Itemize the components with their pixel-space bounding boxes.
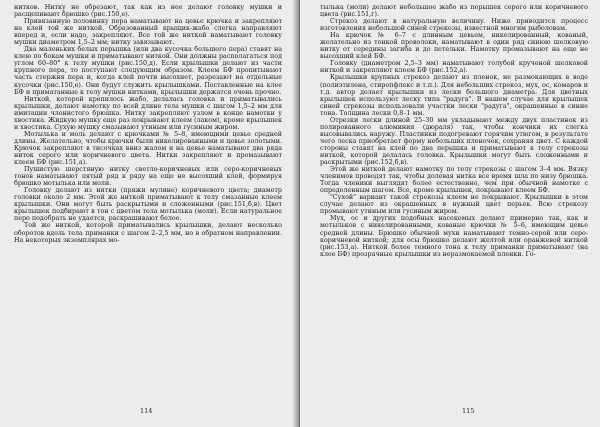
paragraph: тылька (моли) делают небольшое жабо из перышек серого или коричневого цвета (рис.151,г). — [320, 4, 588, 19]
paragraph: Два маленьких белых перышка (или два кусочка большого пера) ставят на клею по бокам мушки и приматывают ниткой. Они должны располагаться под углом 60–80° к телу мушки (рис.150,д). Если крылышки делают из части крупного пера, то поступают следующим образом. Клеем БФ пропитывают часть стержня пера и, когда клей почти высохнет, разрезают на отдельные кусочки (рис.150,е). Они будут служить крылышками. Поставленные на клее БФ и приматанные к телу мушки нитками, крылышки держатся очень прочно. — [14, 46, 282, 96]
right-page — [300, 0, 600, 427]
page-number-right: 115 — [462, 407, 475, 415]
paragraph: Той же ниткой, которой приматывались крылышки, делают несколько оборотов вдоль тела приманки с шагом 2–2,5 мм, но в обратном направлении. На некоторых экземплярах мо- — [14, 222, 282, 244]
paragraph: Ниткой, которой крепилось жабо, делалась головка и приматывались крылышки, делают намотку по всей длине тела мушки с шагом 1,5–2 мм для имитации членистого брюшка. Нитку закрепляют узлом в конце намотки у хвостика. Жидкую мушку еще раз покрывают клеем (лаком), кроме крылышек и хвостика. Сухую мушку смазывают утиным или гусиным жиром. — [14, 95, 282, 131]
paragraph: Стрекоз делают в натуральную величину. Ниже приводится процесс изготовления небольшой синей стрекозы, известной многим рыболовам. — [320, 18, 588, 33]
paragraph: Отрезки лески длиной 25–30 мм укладывают между двух пластинок из полированного алюминия (дюраля) так, чтобы кончики их слегка высовывались наружу. Пластинки подогревают горячим утюгом, в результате чего леска приобретает форму небольших пленочек, сохраняя цвет. С каждой стороны ставят на клей по два перышка и приматывают к телу стрекозы ниткой, которой делалась головка. Крылышки могут быть сложенными и раскрытыми (рис.152,б,в). — [320, 116, 588, 167]
paragraph: нитков. Нитку не обрезают, так как из нее делают головку мушки и расщепивают брюшко (рис.150,е). — [14, 4, 282, 19]
paragraph: На крючок № 6–7 с длинным цевьем, никелированный, кованый, желательно из тонкой проволоки, наматывают в один ряд синюю шелковую нитку от середины загиба и до петельки. Намотку промазывают на еще не высохший клей БФ. — [320, 32, 588, 61]
paragraph: Крылышки крупных стрекоз делают из пленок, не размокающих в воде (полиэтилена, стиропфлекс и т.п.). Для небольших стрекоз, мух, ос, комаров и т.д. автор делает крылышки из лески большого диаметра. Для цветных крылышек используют леску типа "радуга". В нашем случае для крылышек синей стрекозы использовали участки лески "радуга", окрашенные в синие тона. Толщина лески 0,8–1 мм. — [320, 74, 588, 117]
right-page-text — [320, 4, 588, 399]
left-page-text — [14, 4, 282, 399]
paragraph: Пушистую шерстяную нитку светло-коричневых или серо-коричневых тонов наматывают пятый ряд к ряду на еще не высохший клей, формируя брюшко мотылька или моли. — [14, 166, 282, 188]
paragraph: Головку делают из нитки (пряжи мулине) коричневого цвета; диаметр головки около 2 мм. Этой же ниткой приматывают к телу смазанные клеем крылышки. Они могут быть раскрытыми и сложенными (рис.151,б,в). Цвет крылышек подбирают в тон с цветом тела мотылька (моли). Если натуральное перо подобрать не удается, раскрашивают белое. — [14, 187, 282, 223]
paragraph: Головку (диаметром 2,5–3 мм) наматывают голубой крученой шелковой ниткой и закрепляют клеем БФ (рис.152,а). — [320, 60, 588, 75]
left-page — [0, 0, 296, 427]
paragraph: "Сухой" вариант такой стрекозы клеем не покрывают. Крылышки в этом случае делают из окрашенных в нужный цвет перьев. Всю стрекозу промывают утиным или гусиным жиром. — [320, 194, 588, 216]
paragraph: Привязанную половинку пера наматывают на цевье крючка и закрепляют на клей той же ниткой. Образованный крыщик-жабо слегка направляют вперед и, если надо, закрепляют. Все той же ниткой наматывают головку мушки диаметром 1,5–2 мм; нитку завязывают. — [14, 18, 282, 47]
paragraph: Мотылька и моль делают с крючками № 5–8, имеющими цевье средней длины. Желательно, чтобы крючки были никелированными и цевье золотыми. Крючок закрепляют в тисочках вниз жалом и на цевье наматывают два ряда ниток серого или коричневого цвета. Нитки закрепляют и промазывают клеем БФ (рис.151,а). — [14, 130, 282, 167]
page-number-left: 114 — [140, 407, 153, 415]
paragraph: Мух, ос и других подобных насекомых делают примерно так, как и мотыльков с никелированными, кованые крючки № 5–6, имеющим цевье средней длины. Брюшко обычной мухи наматывают темно-серой или серо-коричневой ниткой; для осы брюшко делают желтой или оранжевой ниткой (рис.153,а). Ниткой более темного тона к телу приманки приматывают (на клее БФ) прозрачные крылышки из неразмокаемой пленки. Го- — [320, 215, 588, 258]
paragraph: Этой же ниткой делают намотку по телу стрекозы с шагом 3–4 мм. Вязку членимов проводят так, чтобы долевая нитка все время шла по низу брюшка. Тогда членики выглядят более естественно, чем при обычной намотке с определенным шагом. Все, кроме крылышек, покрывают клеем БФ. — [320, 166, 588, 195]
